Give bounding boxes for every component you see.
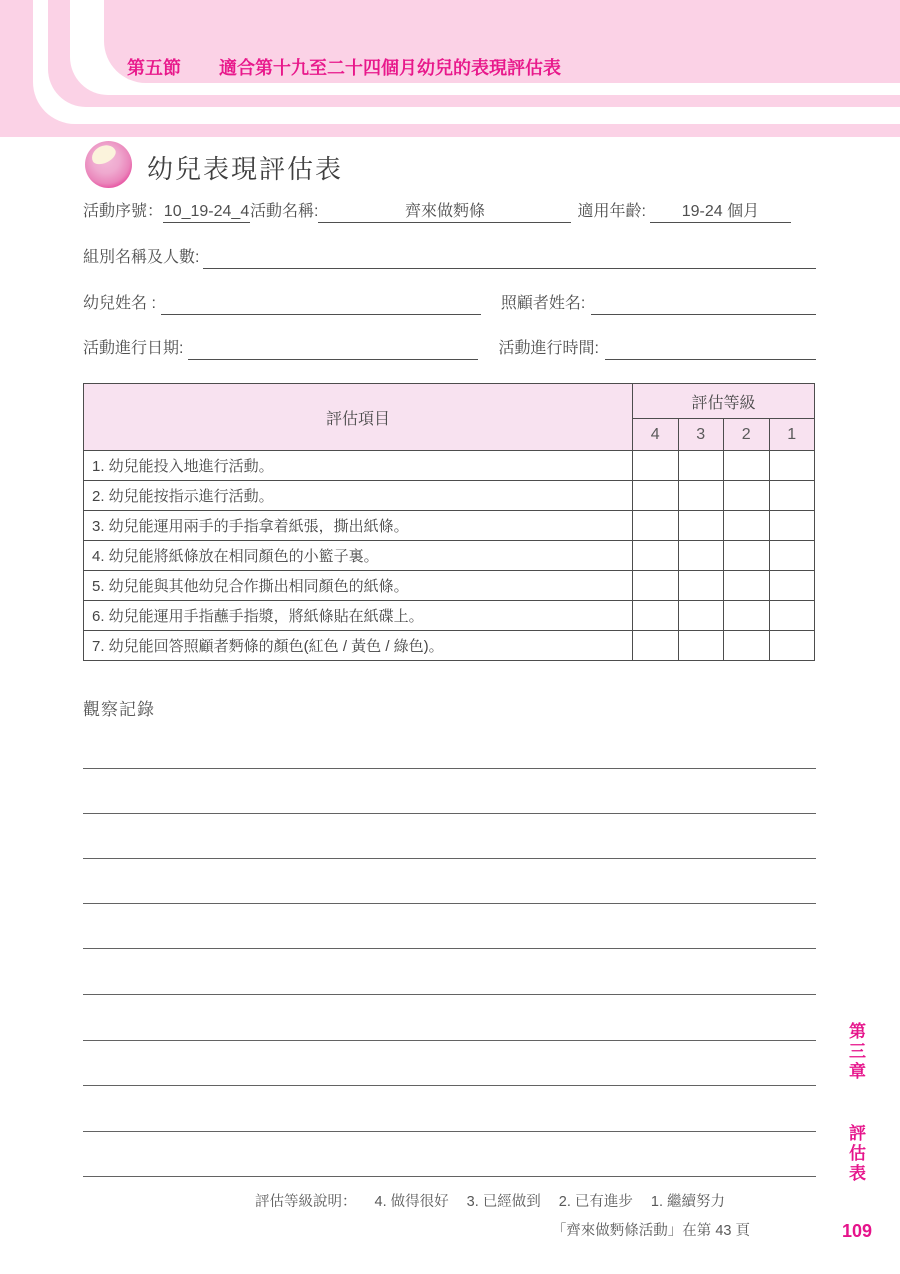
- grade-col-1: 1: [769, 419, 815, 451]
- grade-cell: [678, 541, 724, 571]
- item-text: 7. 幼兒能回答照顧者麪條的顏色(紅色 / 黃色 / 綠色)。: [84, 631, 633, 661]
- table-row: [84, 631, 815, 661]
- activity-reference: 「齊來做麪條活動」在第 43 頁: [551, 1223, 750, 1239]
- section-label: 第五節: [127, 58, 181, 78]
- pearl-bullet-icon: [85, 141, 132, 188]
- grade-cell: [769, 451, 815, 481]
- chapter-section-label: 評估表: [846, 1124, 865, 1184]
- item-text: 4. 幼兒能將紙條放在相同顏色的小籃子裏。: [84, 541, 633, 571]
- table-row: [84, 571, 815, 601]
- table-row: [84, 451, 815, 481]
- item-text: 5. 幼兒能與其他幼兒合作撕出相同顏色的紙條。: [84, 571, 633, 601]
- grade-cell: [769, 571, 815, 601]
- item-text: 2. 幼兒能按指示進行活動。: [84, 481, 633, 511]
- grade-cell: [678, 571, 724, 601]
- section-heading: [127, 54, 561, 80]
- grade-cell: [678, 481, 724, 511]
- writing-line: [83, 1085, 816, 1086]
- assessment-table: [83, 383, 815, 661]
- grade-col-3: 3: [678, 419, 724, 451]
- item-text: 1. 幼兒能投入地進行活動。: [84, 451, 633, 481]
- writing-line: [83, 948, 816, 949]
- time-field: [605, 338, 816, 360]
- grade-cell: [678, 511, 724, 541]
- writing-line: [83, 768, 816, 769]
- child-name-label: 幼兒姓名 :: [83, 295, 156, 312]
- grade-col-2: 2: [724, 419, 770, 451]
- time-label: 活動進行時間:: [498, 340, 599, 357]
- legend-item: 1. 繼續努力: [650, 1194, 725, 1210]
- grade-cell: [678, 631, 724, 661]
- page-header-banner: [0, 0, 900, 137]
- grade-cell: [724, 631, 770, 661]
- observation-label: 觀察記錄: [83, 700, 155, 719]
- grade-cell: [633, 451, 679, 481]
- form-row-activity: [83, 201, 816, 223]
- group-field: [203, 247, 816, 269]
- writing-line: [83, 994, 816, 995]
- caregiver-field: [591, 293, 816, 315]
- writing-line: [83, 1176, 816, 1177]
- writing-line: [83, 1131, 816, 1132]
- grade-cell: [724, 601, 770, 631]
- form-row-names: [83, 293, 816, 315]
- form-row-group: [83, 247, 816, 269]
- legend-label: 評估等級說明：: [255, 1194, 357, 1210]
- caregiver-label: 照顧者姓名:: [500, 295, 586, 312]
- grade-cell: [633, 601, 679, 631]
- grade-cell: [633, 511, 679, 541]
- form-row-datetime: [83, 338, 816, 360]
- grade-cell: [724, 481, 770, 511]
- page-title: 幼兒表現評估表: [147, 154, 344, 184]
- writing-line: [83, 813, 816, 814]
- writing-line: [83, 903, 816, 904]
- item-text: 3. 幼兒能運用兩手的手指拿着紙張，撕出紙條。: [84, 511, 633, 541]
- group-label: 組別名稱及人數:: [83, 249, 200, 266]
- date-field: [188, 338, 478, 360]
- grade-cell: [633, 541, 679, 571]
- activity-name-label: 活動名稱:: [250, 203, 319, 220]
- child-name-field: [161, 293, 481, 315]
- writing-line: [83, 858, 816, 859]
- grade-cell: [724, 451, 770, 481]
- grade-cell: [724, 511, 770, 541]
- grade-cell: [678, 601, 724, 631]
- column-header-grades: 評估等級: [633, 384, 815, 419]
- age-label: 適用年齡:: [577, 203, 646, 220]
- activity-no-label: 活動序號：: [83, 203, 164, 220]
- legend-item: 2. 已有進步: [558, 1194, 633, 1210]
- grade-cell: [769, 631, 815, 661]
- table-row: [84, 601, 815, 631]
- legend-item: 4. 做得很好: [374, 1194, 449, 1210]
- chapter-side-tab: [843, 1022, 868, 1184]
- column-header-items: 評估項目: [84, 384, 633, 451]
- grade-cell: [769, 511, 815, 541]
- activity-no-field: 10_19-24_4: [163, 201, 250, 223]
- grade-cell: [633, 481, 679, 511]
- grade-cell: [724, 541, 770, 571]
- date-label: 活動進行日期:: [83, 340, 184, 357]
- grade-cell: [769, 601, 815, 631]
- section-title: 適合第十九至二十四個月幼兒的表現評估表: [219, 58, 561, 78]
- grade-col-4: 4: [633, 419, 679, 451]
- grade-cell: [633, 631, 679, 661]
- grade-cell: [633, 571, 679, 601]
- age-field: 19-24 個月: [650, 201, 791, 223]
- grade-cell: [769, 541, 815, 571]
- grade-cell: [724, 571, 770, 601]
- table-row: [84, 511, 815, 541]
- page-number: 109: [842, 1221, 873, 1241]
- legend-item: 3. 已經做到: [466, 1194, 541, 1210]
- grade-legend: [255, 1190, 725, 1211]
- grade-cell: [769, 481, 815, 511]
- table-row: [84, 481, 815, 511]
- item-text: 6. 幼兒能運用手指蘸手指漿，將紙條貼在紙碟上。: [84, 601, 633, 631]
- table-row: [84, 541, 815, 571]
- writing-line: [83, 1040, 816, 1041]
- chapter-label: 第三章: [846, 1022, 865, 1082]
- grade-cell: [678, 451, 724, 481]
- activity-name-field: 齊來做麪條: [318, 201, 571, 223]
